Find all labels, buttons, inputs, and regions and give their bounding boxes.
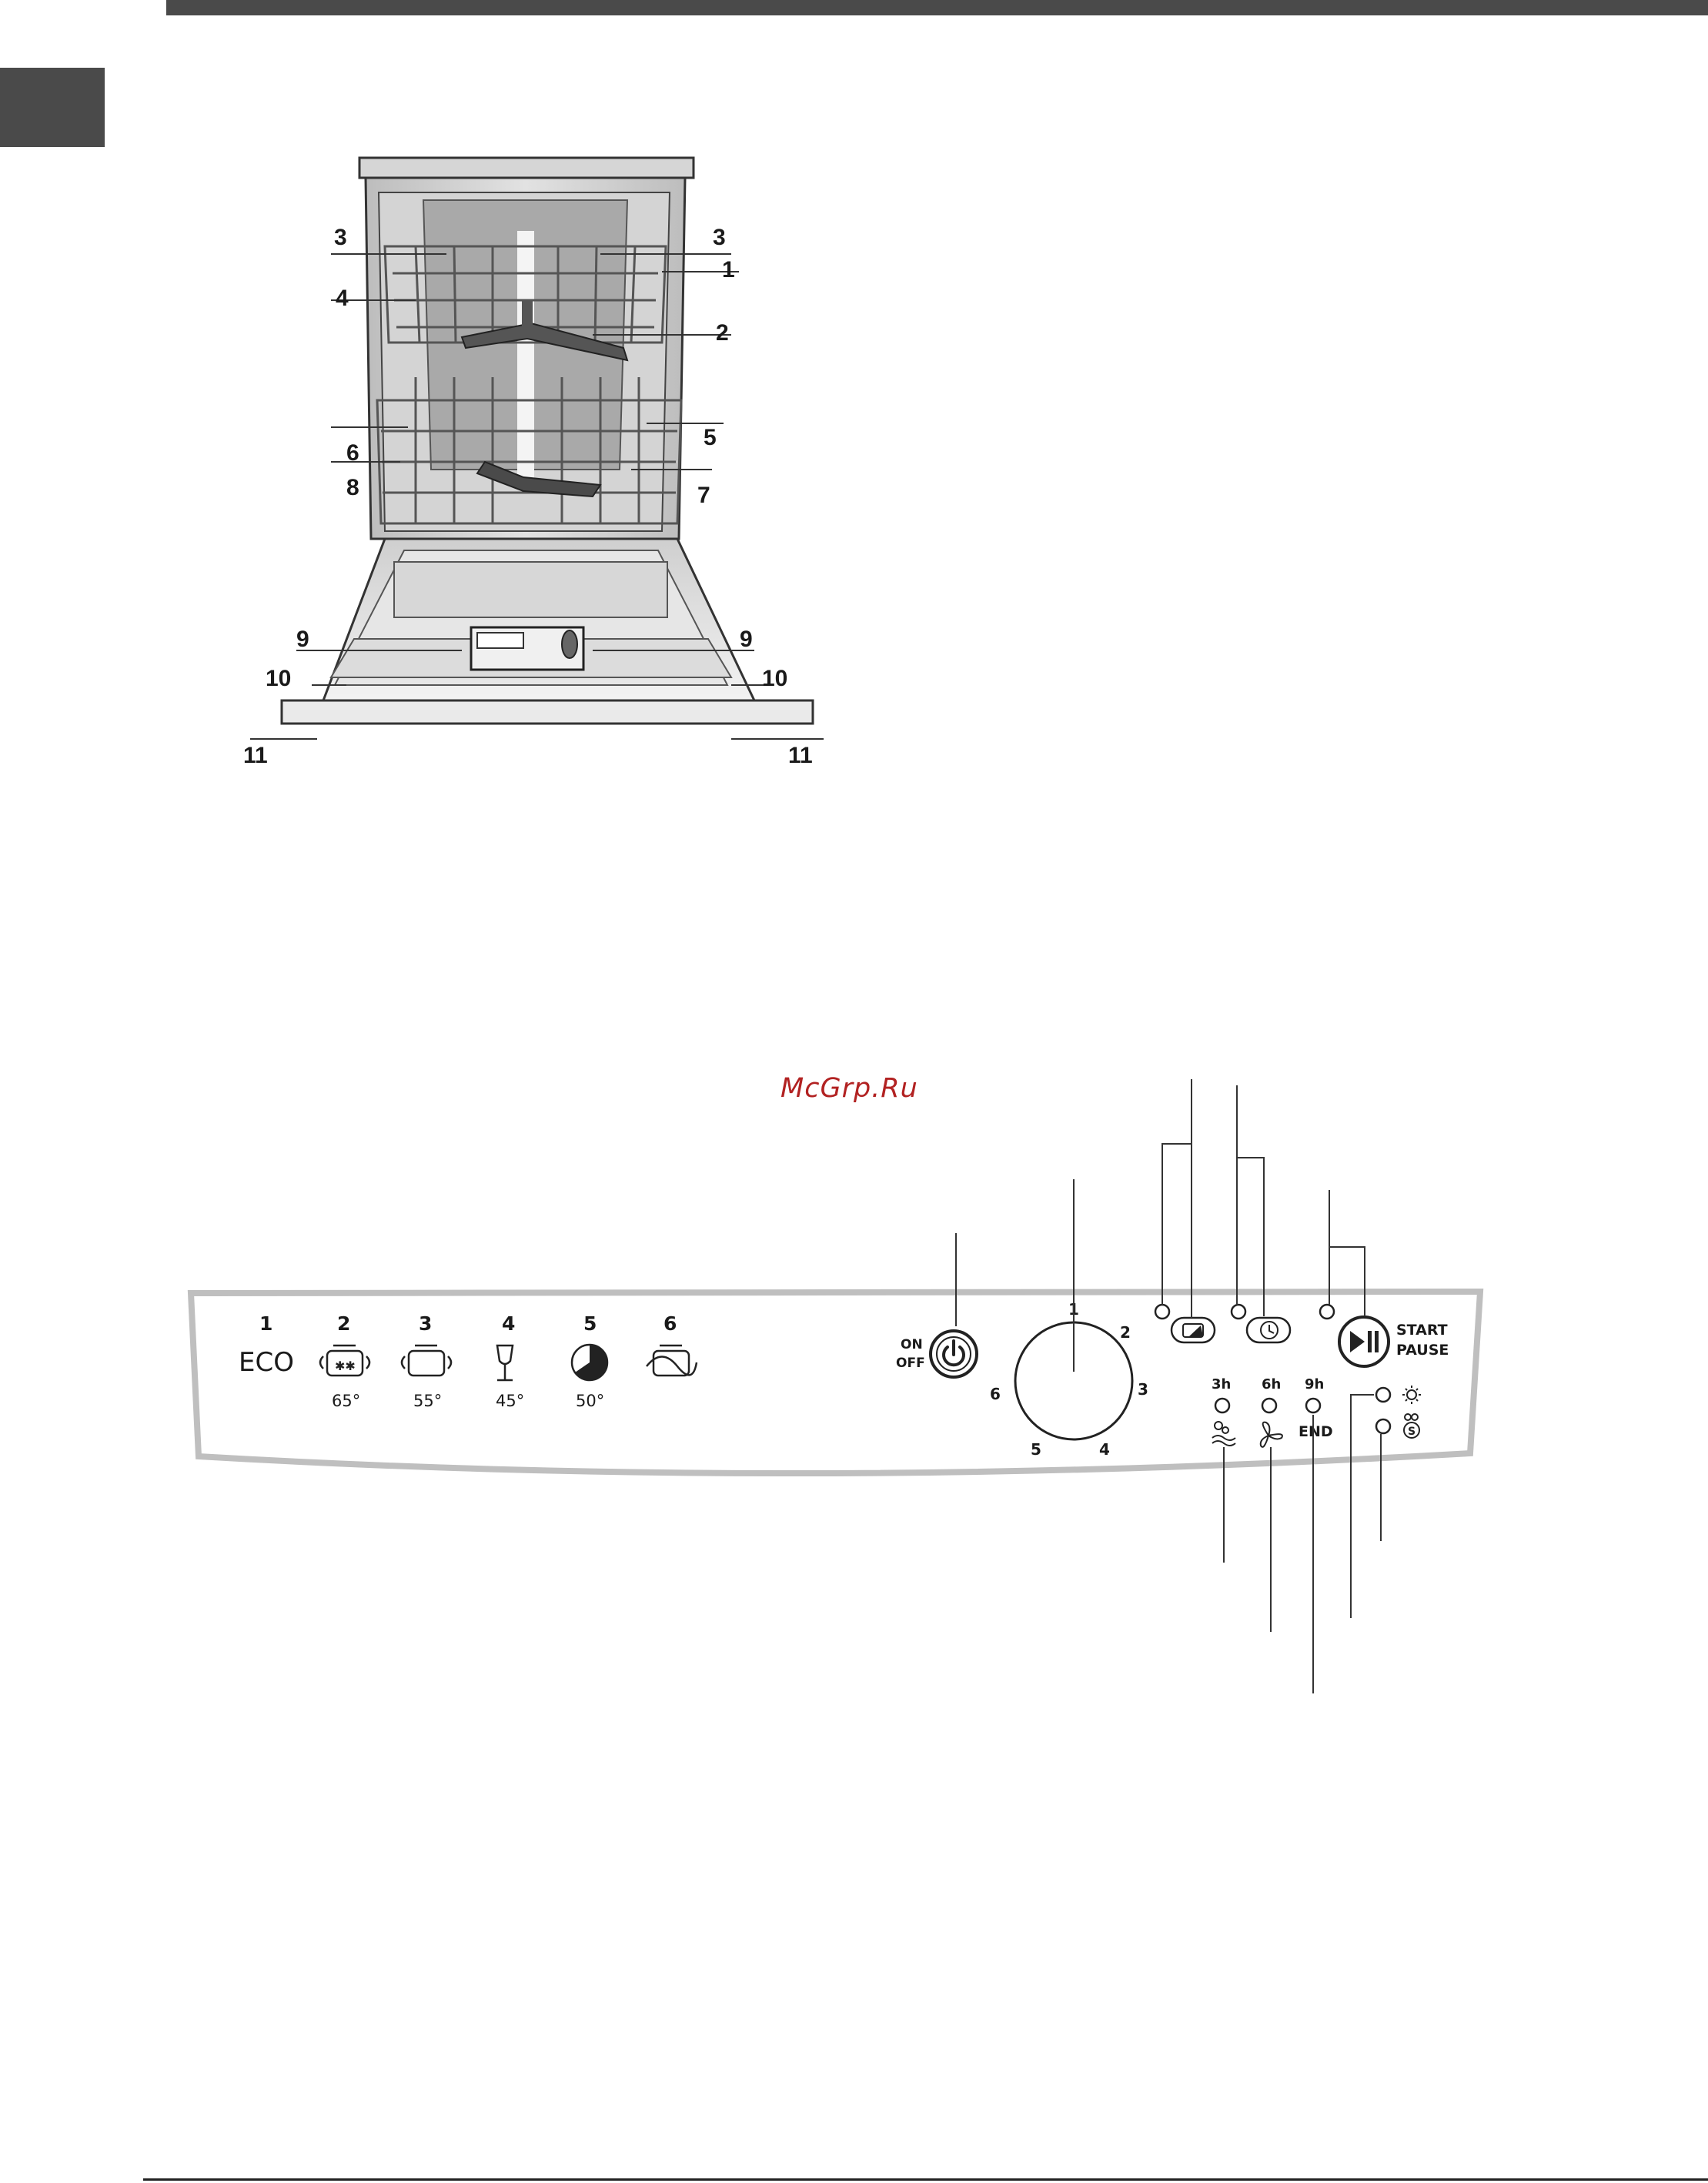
callout-label: 1 bbox=[722, 257, 735, 282]
tablet-option-icon bbox=[1183, 1324, 1203, 1337]
program-number: 6 bbox=[663, 1312, 677, 1335]
callout-label: 5 bbox=[704, 425, 717, 450]
knob-number: 3 bbox=[1138, 1380, 1148, 1399]
svg-text:✱✱: ✱✱ bbox=[335, 1359, 356, 1373]
watermark: McGrp.Ru bbox=[780, 1073, 918, 1104]
delay-9h-light bbox=[1306, 1399, 1320, 1412]
callout-label: 3 bbox=[713, 225, 726, 250]
knob-number: 1 bbox=[1068, 1300, 1079, 1319]
dishwasher-diagram bbox=[231, 146, 831, 801]
program-number: 4 bbox=[502, 1312, 516, 1335]
knob-number: 6 bbox=[990, 1385, 1001, 1403]
callout-label: 9 bbox=[296, 627, 309, 652]
option-2-indicator-light bbox=[1232, 1305, 1245, 1319]
footer-rule bbox=[143, 2178, 1708, 2181]
program-temp: 45° bbox=[496, 1392, 525, 1410]
callout-label: 9 bbox=[740, 627, 753, 652]
delay-6h-light bbox=[1262, 1399, 1276, 1412]
delay-hours-label: 9h bbox=[1305, 1376, 1325, 1392]
callout-label: 6 bbox=[346, 440, 359, 466]
on-label: ON bbox=[901, 1337, 923, 1352]
half-load-icon bbox=[572, 1345, 607, 1380]
callout-label: 2 bbox=[716, 320, 729, 346]
delay-hours-label: 6h bbox=[1262, 1376, 1282, 1392]
rinse-aid-warning-light bbox=[1376, 1388, 1390, 1402]
end-label: END bbox=[1299, 1423, 1333, 1440]
off-label: OFF bbox=[896, 1356, 925, 1371]
control-panel-diagram bbox=[185, 1070, 1493, 1717]
callout-label: 4 bbox=[336, 286, 349, 311]
knob-number: 2 bbox=[1120, 1323, 1131, 1342]
knob-number: 4 bbox=[1099, 1440, 1110, 1459]
callout-label: 11 bbox=[788, 743, 813, 768]
program-number: 3 bbox=[419, 1312, 433, 1335]
program-number: 5 bbox=[583, 1312, 597, 1335]
header-bar bbox=[166, 0, 1708, 15]
callout-label: 8 bbox=[346, 475, 359, 500]
program-number: 2 bbox=[337, 1312, 351, 1335]
program-eco-label: ECO bbox=[239, 1347, 294, 1378]
callout-label: 10 bbox=[762, 666, 788, 691]
delay-hours-label: 3h bbox=[1212, 1376, 1232, 1392]
pause-label: PAUSE bbox=[1396, 1342, 1449, 1359]
callout-label: 3 bbox=[334, 225, 347, 250]
program-number: 1 bbox=[259, 1312, 273, 1335]
delay-3h-light bbox=[1215, 1399, 1229, 1412]
kickplate bbox=[282, 700, 813, 724]
svg-text:S: S bbox=[1408, 1426, 1416, 1438]
program-temp: 55° bbox=[413, 1392, 443, 1410]
control-panel bbox=[191, 1292, 1480, 1473]
callout-label: 7 bbox=[697, 483, 710, 508]
worktop bbox=[359, 158, 694, 178]
salt-warning-light bbox=[1376, 1419, 1390, 1433]
start-indicator-light bbox=[1320, 1305, 1334, 1319]
section-tab bbox=[0, 68, 105, 147]
knob-number: 5 bbox=[1031, 1440, 1041, 1459]
program-temp: 65° bbox=[332, 1392, 361, 1410]
option-1-indicator-light bbox=[1155, 1305, 1169, 1319]
callout-label: 10 bbox=[266, 666, 292, 691]
callout-label: 11 bbox=[243, 743, 268, 768]
start-label: START bbox=[1396, 1322, 1448, 1339]
program-temp: 50° bbox=[576, 1392, 605, 1410]
